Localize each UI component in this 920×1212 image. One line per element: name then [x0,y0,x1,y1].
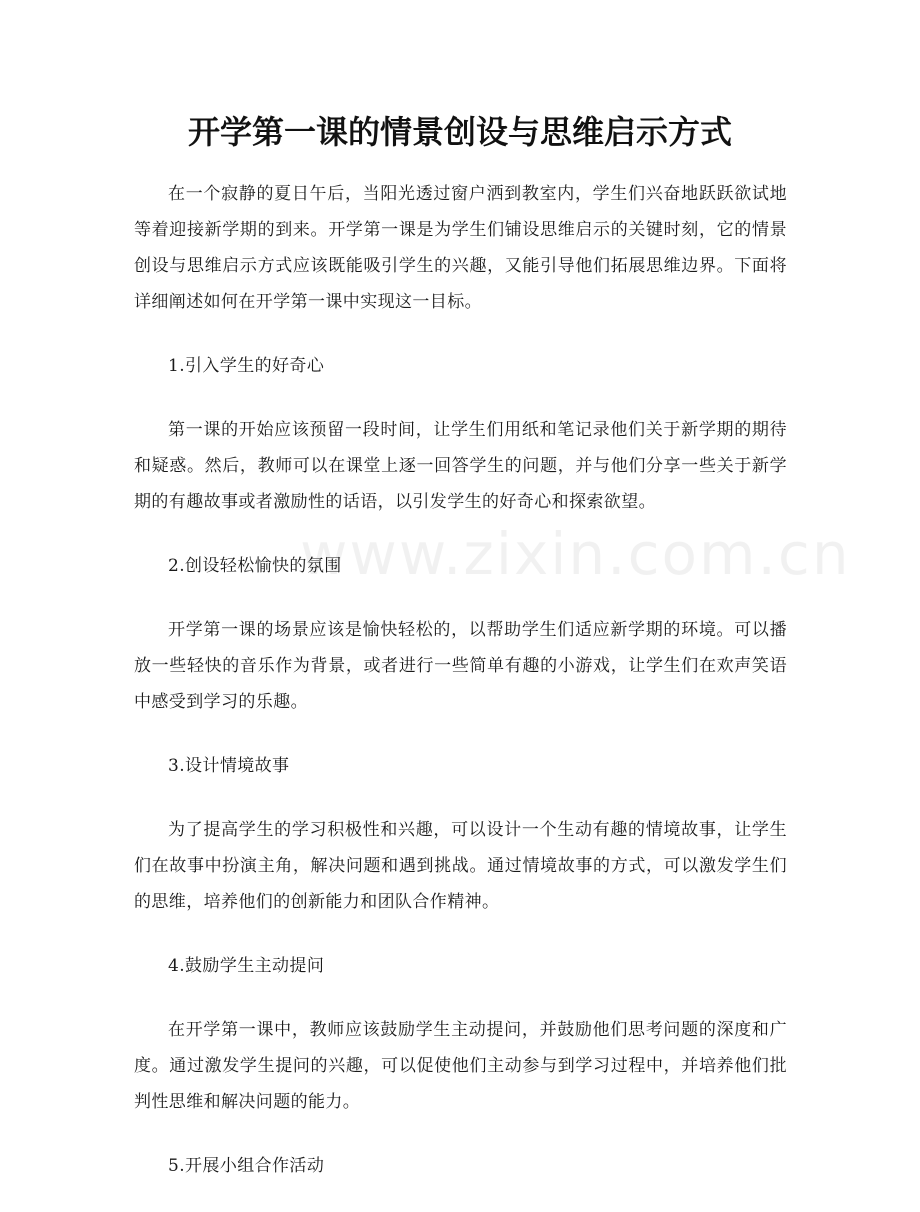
section-paragraph-3: 为了提高学生的学习积极性和兴趣，可以设计一个生动有趣的情境故事，让学生们在故事中扮演主角，解决问题和遇到挑战。通过情境故事的方式，可以激发学生们的思维，培养他们的创新能力和团队合作精神。 [134,820,787,912]
section-paragraph-4: 在开学第一课中，教师应该鼓励学生主动提问，并鼓励他们思考问题的深度和广度。通过激发学生提问的兴趣，可以促使他们主动参与到学习过程中，并培养他们批判性思维和解决问题的能力。 [134,1020,787,1112]
watermark: www.zixin.com.cn [300,520,851,588]
section-heading-3: 3.设计情境故事 [168,756,290,776]
section-heading-5: 5.开展小组合作活动 [168,1156,325,1176]
section-heading-1: 1.引入学生的好奇心 [168,356,325,376]
intro-paragraph: 在一个寂静的夏日午后，当阳光透过窗户洒到教室内，学生们兴奋地跃跃欲试地等着迎接新学期的到来。开学第一课是为学生们铺设思维启示的关键时刻，它的情景创设与思维启示方式应该既能吸引学生的兴趣，又能引导他们拓展思维边界。下面将详细阐述如何在开学第一课中实现这一目标。 [134,184,787,312]
section-heading-4: 4.鼓励学生主动提问 [168,956,325,976]
section-paragraph-2: 开学第一课的场景应该是愉快轻松的，以帮助学生们适应新学期的环境。可以播放一些轻快的音乐作为背景，或者进行一些简单有趣的小游戏，让学生们在欢声笑语中感受到学习的乐趣。 [134,620,787,712]
section-heading-2: 2.创设轻松愉快的氛围 [168,556,342,576]
page-title: 开学第一课的情景创设与思维启示方式 [187,113,732,151]
section-paragraph-1: 第一课的开始应该预留一段时间，让学生们用纸和笔记录他们关于新学期的期待和疑惑。然后，教师可以在课堂上逐一回答学生的问题，并与他们分享一些关于新学期的有趣故事或者激励性的话语，以引发学生的好奇心和探索欲望。 [134,420,787,512]
document-body [134,176,787,1212]
